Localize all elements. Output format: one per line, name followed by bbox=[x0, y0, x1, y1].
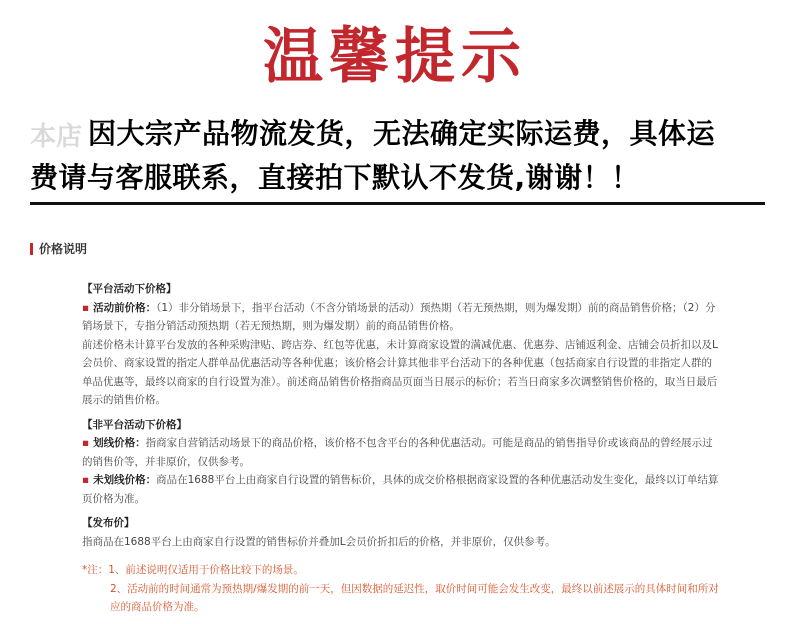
note-1: *注：1、前述说明仅适用于价格比较下的场景。 bbox=[82, 564, 304, 576]
strike-price-paragraph bbox=[82, 434, 722, 471]
pre-price-label: 活动前价格： bbox=[93, 301, 157, 314]
pre-price-paragraph-2: 前述价格未计算平台发放的各种采购津贴、跨店券、红包等优惠，未计算商家设置的满减优惠、优惠券、店铺返利金、店铺会员折扣以及L会员价、商家设置的指定人群单品优惠活动等各种优惠；该价格会计算其他非平台活动下的各种优惠（包括商家自行设置的非指定人群的单品优惠等，最终以商家的自行设置为准）。前述商品销售价格指商品页面当日展示的标价；若当日商家多次调整销售价格的，取当日最后展示的销售价格。 bbox=[82, 338, 718, 406]
section-heading bbox=[30, 240, 87, 257]
accent-bar-icon bbox=[30, 243, 33, 255]
bullet-icon: ▪ bbox=[82, 474, 90, 486]
ghost-shop-text: 本店 bbox=[30, 122, 83, 152]
nonplatform-heading: 【非平台活动下价格】 bbox=[82, 418, 187, 431]
pre-price-text: （1）非分销场景下，指平台活动（不含分销场景的活动）预热期（若无预热期，则为爆发期）前的商品销售价格；（2）分销场景下，专指分销活动预热期（若无预热期，则为爆发期）前的商品销售价格。 bbox=[82, 301, 716, 332]
bullet-icon: ▪ bbox=[82, 437, 90, 449]
note-2: 2、活动前的时间通常为预热期/爆发期的前一天，但因数据的延迟性，取价时间可能会发生改变，最终以前述展示的具体时间和所对应的商品价格为准。 bbox=[110, 582, 719, 613]
platform-heading: 【平台活动下价格】 bbox=[82, 283, 177, 295]
notice-line-1: 因大宗产品物流发货，无法确定实际运费，具体运 bbox=[88, 117, 716, 150]
divider bbox=[30, 202, 765, 205]
strike-price-label: 划线价格： bbox=[93, 437, 146, 449]
notice-line-2: 费请与客服联系，直接拍下默认不发货,谢谢！！ bbox=[30, 161, 640, 194]
shipping-notice bbox=[30, 112, 770, 200]
publish-text: 指商品在1688平台上由商家自行设置的销售标价并叠加L会员价折扣后的价格，并非原价，仅供参考。 bbox=[82, 535, 556, 548]
section-heading-label: 价格说明 bbox=[39, 242, 88, 256]
pre-price-paragraph bbox=[82, 299, 722, 336]
nostrike-price-label: 未划线价格： bbox=[93, 474, 157, 486]
nostrike-price-text: 商品在1688平台上由商家自行设置的销售标价，具体的成交价格根据商家设置的各种优惠活动发生变化，最终以订单结算页价格为准。 bbox=[82, 474, 719, 505]
price-explanation bbox=[82, 280, 722, 617]
strike-price-text: 指商家自营销活动场景下的商品价格，该价格不包含平台的各种优惠活动。可能是商品的销售指导价或该商品的曾经展示过的销售价等，并非原价，仅供参考。 bbox=[82, 437, 713, 468]
page-title: 温馨提示 bbox=[263, 22, 527, 92]
nostrike-price-paragraph bbox=[82, 471, 722, 508]
publish-heading: 【发布价】 bbox=[82, 517, 135, 529]
notes bbox=[82, 561, 722, 617]
bullet-icon: ▪ bbox=[82, 301, 90, 314]
